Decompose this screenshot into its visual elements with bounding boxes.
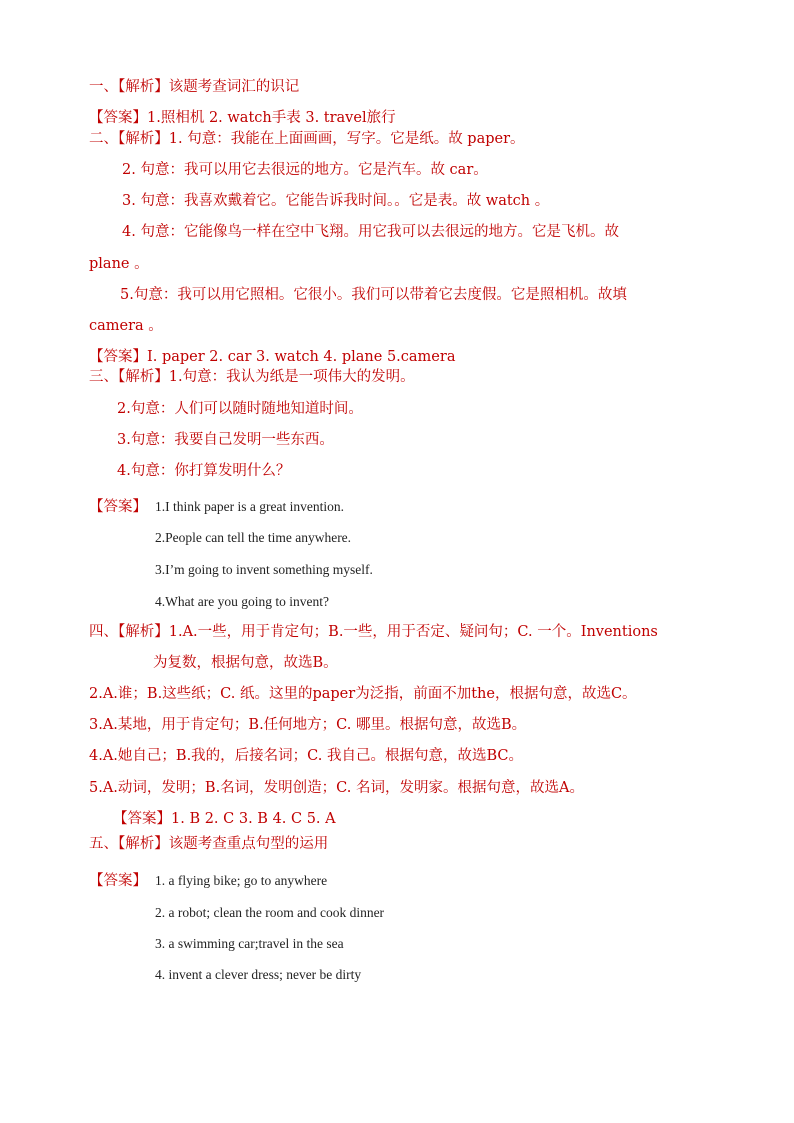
section-3-answer-tag: 【答案】 — [89, 499, 147, 515]
section-1-heading: 一、【解析】该题考查词汇的识记 — [89, 79, 300, 95]
section-1-answer: 【答案】1.照相机 2. watch手表 3. travel旅行 — [89, 110, 396, 126]
section-5-answer-tag: 【答案】 — [89, 873, 147, 889]
section-3-line-3: 3.句意：我要自己发明一些东西。 — [117, 432, 334, 448]
section-3-line-4: 4.句意：你打算发明什么？ — [117, 463, 291, 479]
section-5-answer-2: 2. a robot; clean the room and cook dinner — [155, 905, 385, 920]
section-3-line-1: 三、【解析】1.句意：我认为纸是一项伟大的发明。 — [89, 369, 415, 385]
section-2-line-4: 4. 句意：它能像鸟一样在空中飞翔。用它我可以去很远的地方。它是飞机。故 — [122, 224, 619, 240]
section-2-line-5: 5.句意：我可以用它照相。它很小。我们可以带着它去度假。它是照相机。故填 — [120, 287, 627, 303]
section-4-line-1: 四、【解析】1.A.一些，用于肯定句；B.一些，用于否定、疑问句；C. 一个。Inventions — [89, 624, 658, 640]
section-4-line-1-cont: 为复数，根据句意，故选B。 — [153, 655, 338, 671]
section-4-line-2: 2.A.谁；B.这些纸；C. 纸。这里的paper为泛指，前面不加the，根据句意，故选C。 — [89, 686, 637, 702]
section-3-answer-4: 4.What are you going to invent? — [155, 594, 329, 609]
section-4-answer: 【答案】1. B 2. C 3. B 4. C 5. A — [113, 811, 336, 827]
section-5-heading: 五、【解析】该题考查重点句型的运用 — [89, 836, 329, 852]
section-2-line-1: 二、【解析】1. 句意：我能在上面画画，写字。它是纸。故 paper。 — [89, 131, 525, 147]
section-5-answer-4: 4. invent a clever dress; never be dirty — [155, 967, 362, 982]
section-3-answer-3: 3.I’m going to invent something myself. — [155, 562, 373, 577]
section-3-answer-1: 1.I think paper is a great invention. — [155, 499, 344, 514]
section-2-answer: 【答案】I. paper 2. car 3. watch 4. plane 5.camera — [89, 349, 456, 365]
section-2-line-2: 2. 句意：我可以用它去很远的地方。它是汽车。故 car。 — [122, 162, 488, 178]
section-5-answer-1: 1. a flying bike; go to anywhere — [155, 873, 328, 888]
section-3-answer-2: 2.People can tell the time anywhere. — [155, 530, 352, 545]
section-4-line-5: 5.A.动词，发明；B.名词，发明创造；C. 名词，发明家。根据句意，故选A。 — [89, 780, 584, 796]
section-2-line-5-cont: camera 。 — [89, 318, 163, 334]
section-4-line-3: 3.A.某地，用于肯定句；B.任何地方；C. 哪里。根据句意，故选B。 — [89, 717, 527, 733]
section-2-line-4-cont: plane 。 — [89, 256, 149, 272]
section-4-line-4: 4.A.她自己；B.我的，后接名词；C. 我自己。根据句意，故选BC。 — [89, 748, 523, 764]
section-3-line-2: 2.句意：人们可以随时随地知道时间。 — [117, 401, 363, 417]
section-2-line-3: 3. 句意：我喜欢戴着它。它能告诉我时间。。它是表。故 watch 。 — [122, 193, 550, 209]
section-5-answer-3: 3. a swimming car;travel in the sea — [155, 936, 344, 951]
